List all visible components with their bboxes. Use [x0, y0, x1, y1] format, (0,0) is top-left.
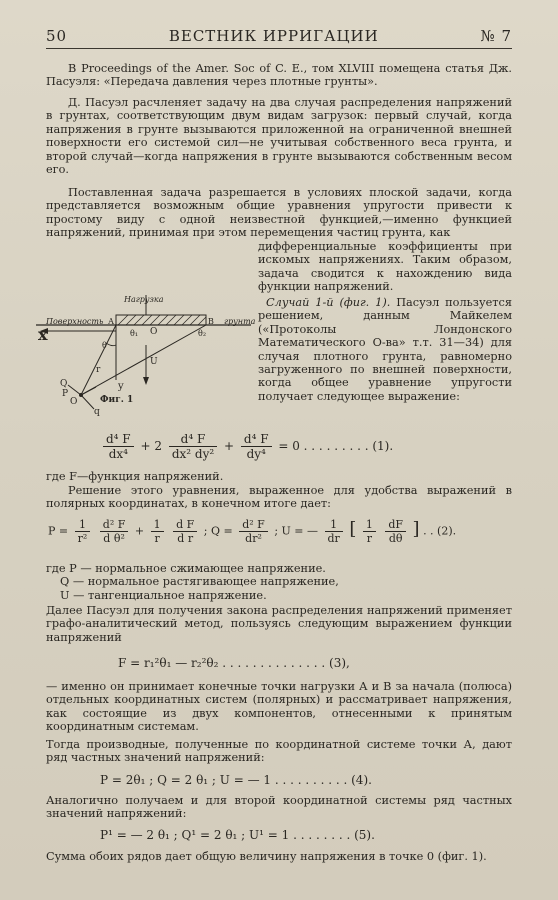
- figure-label-r: r: [96, 365, 101, 375]
- definition-q: Q — нормальное растягивающее напряжение,: [60, 575, 339, 589]
- paragraph-second-system: Аналогично получаем и для второй координатной системы ряд частных значений напряжений:: [46, 794, 512, 821]
- issue-number: № 7: [480, 27, 512, 45]
- journal-title: ВЕСТНИК ИРРИГАЦИИ: [168, 27, 379, 45]
- figure-label-x: x: [38, 325, 48, 344]
- case1-text: Пасуэл пользуется решением, данным Майкелем («Протоколы Лондонского Математического О-ва» т.т. 31—34) для случая плотного грунта, равномерно загруженного по внешней поверхности, когда общее уравнение упругости получает следующее выражение:: [258, 296, 512, 403]
- case1-label: Случай 1-й (фиг. 1).: [266, 296, 391, 309]
- figure-1: [26, 285, 286, 430]
- paragraph-cases: Д. Пасуэл расчленяет задачу на два случая распределения напряжений в грунтах, соответствующим двум видам загрузок: первый случай, когда напряжения в грунте вызываются приложенной на ограниченной внешней поверхности его системой сил—не учитывая собственного веса грунта, и второй случай—когда напряжения в грунте вызываются собственным весом его.: [46, 96, 512, 177]
- header-rule: [46, 48, 512, 49]
- paragraph-sum: Сумма обоих рядов дает общую величину напряжения в точке 0 (фиг. 1).: [46, 850, 487, 863]
- eq1-term3: $\frac{\text{d⁴ F}}{\text{dy⁴}}$: [241, 432, 272, 461]
- figure-label-load: Нагрузка: [124, 295, 164, 304]
- paragraph-problem: Поставленная задача разрешается в условиях плоской задачи, когда представляется возможным общие уравнения упругости привести к простому виду с одной неизвестной функцией,—именно функцией напряжений, принимая при этом перемещения частиц грунта, как: [46, 186, 512, 240]
- figure-label-theta1: θ₁: [130, 329, 139, 338]
- eq2-number: . . (2).: [423, 524, 457, 538]
- paragraph-case1: [258, 296, 512, 403]
- figure-label-q: Q: [60, 379, 68, 389]
- paragraph-method: Далее Пасуэл для получения закона распределения напряжений применяет графо-аналитический метод, пользуясь следующим выражением функции напряжений: [46, 604, 512, 644]
- figure-label-b: В: [208, 317, 214, 326]
- equation-5: P¹ = — 2 θ₁ ; Q¹ = 2 θ₁ ; U¹ = 1 . . . . . . . . (5).: [100, 828, 375, 842]
- figure-label-o: O: [70, 397, 78, 407]
- equation-3: F = r₁²θ₁ — r₂²θ₂ . . . . . . . . . . . . . . (3),: [118, 656, 350, 670]
- equation-4: P = 2θ₁ ; Q = 2 θ₁ ; U = — 1 . . . . . . . . . . (4).: [100, 773, 372, 787]
- definition-p: где P — нормальное сжимающее напряжение.: [46, 562, 326, 575]
- figure-label-theta2: θ₂: [198, 329, 207, 338]
- figure-label-surface: Поверхность: [46, 317, 104, 326]
- figure-label-p: P: [62, 389, 69, 399]
- figure-label-q-small: q: [94, 407, 100, 417]
- figure-label-u: U: [150, 357, 158, 367]
- eq1-term2: $\frac{\text{d⁴ F}}{\text{dx² dy²}}$: [169, 432, 217, 461]
- paragraph-problem-cont: дифференциальные коэффициенты при искомых напряжениях. Таким образом, задача сводится к нахождению вида функции напряжений.: [258, 240, 512, 294]
- figure-label-theta: θ: [102, 341, 107, 350]
- figure-label-y: y: [118, 381, 124, 392]
- running-header: [46, 26, 512, 46]
- eq1-term1: $\frac{\text{d⁴ F}}{\text{dx⁴}}$: [103, 432, 134, 461]
- figure-label-ground: грунта: [224, 317, 256, 326]
- equation-1: $\frac{\text{d⁴ F}}{\text{dx⁴}}$ + 2 $\frac{\text{d⁴ F}}{\text{dx² dy²}}$ + $\frac{\text{d⁴ F}}{\text{dy⁴}}$ = 0 . . . . . . . . . (1).: [100, 432, 480, 466]
- definitions-list: [46, 562, 512, 602]
- figure-label-o-top: O: [150, 327, 158, 337]
- paragraph-poles: — именно он принимает конечные точки нагрузки А и В за начала (полюса) отдельных координатных систем (полярных) и рассматривает напряжения, как состоящие из двух компонентов, отнесенными к принятым координатным системам.: [46, 680, 512, 734]
- page-number: 50: [46, 27, 68, 45]
- paragraph-derivatives: Тогда производные, полученные по координатной системе точки А, дают ряд частных значений напряжений:: [46, 738, 512, 765]
- figure-1-diagram: [26, 285, 256, 430]
- paragraph-f-def: где F—функция напряжений.: [46, 470, 224, 483]
- equation-2: P = $\frac{1}{\text{r²}}$ $\frac{\text{d² F}}{\text{d θ²}}$ + $\frac{1}{r}$ $\frac{\text{d F}}{\text{d r}}$ ; Q = $\frac{\text{d² F}}{\text{dr²}}$ ; U = — $\frac{1}{dr}$ [ $\frac{1}{r}$ $\frac{dF}{d\theta}$ ] . . (2).: [48, 518, 457, 545]
- paragraph-solution: Решение этого уравнения, выраженное для удобства выражений в полярных координатах, в конечном итоге дает:: [46, 484, 512, 511]
- figure-label-a: А: [108, 317, 115, 326]
- figure-caption: Фиг. 1: [100, 395, 134, 405]
- definition-u: U — тангенциальное напряжение.: [60, 588, 267, 602]
- eq1-rhs: = 0 . . . . . . . . . (1).: [278, 439, 394, 453]
- paragraph-intro: В Proceedings of the Amer. Soc of C. E., том XLVIII помещена статья Дж. Пасуэля: «Передача давления через плотные грунты».: [46, 62, 512, 89]
